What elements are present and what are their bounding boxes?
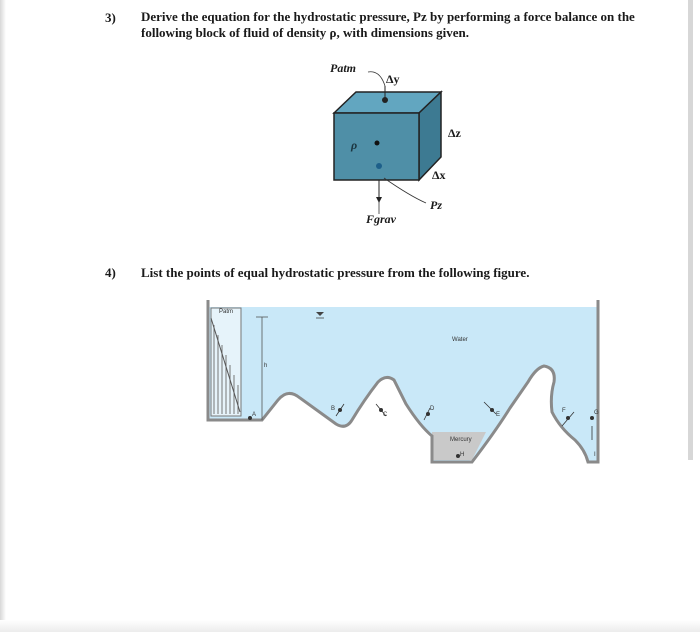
patm-label: Patm (330, 61, 356, 75)
fgrav-label: Fgrav (366, 212, 396, 226)
rho-label: ρ (351, 138, 358, 152)
delta-z-label: Δz (448, 126, 461, 140)
point-f-label: F (562, 408, 566, 414)
water-region (208, 307, 598, 462)
question-3-line-2: following block of fluid of density ρ, with dimensions given. (141, 25, 470, 40)
point-b-label: B (331, 406, 336, 412)
point-d-label: D (430, 406, 435, 412)
water-label: Water (452, 337, 468, 343)
pz-label: Pz (430, 198, 442, 212)
question-4-number: 4) (105, 265, 116, 280)
question-3-number: 3) (105, 10, 116, 25)
point-i-label: I (594, 452, 596, 458)
point-h-label: H (460, 452, 465, 458)
point-c-label: C (383, 412, 388, 418)
question-4-text: List the points of equal hydrostatic pressure from the following figure. (141, 265, 530, 280)
mercury-label: Mercury (450, 437, 472, 443)
point-e-label: E (496, 412, 501, 418)
delta-y-label: Δy (386, 72, 400, 86)
delta-x-label: Δx (432, 168, 446, 182)
question-3-line-1: Derive the equation for the hydrostatic pressure, Pz by performing a force balance on the (141, 9, 635, 24)
point-a-label: A (252, 412, 257, 418)
depth-h-label: h (264, 363, 268, 369)
tank-patm-label: Patm (219, 309, 234, 315)
point-g-label: G (594, 410, 599, 416)
